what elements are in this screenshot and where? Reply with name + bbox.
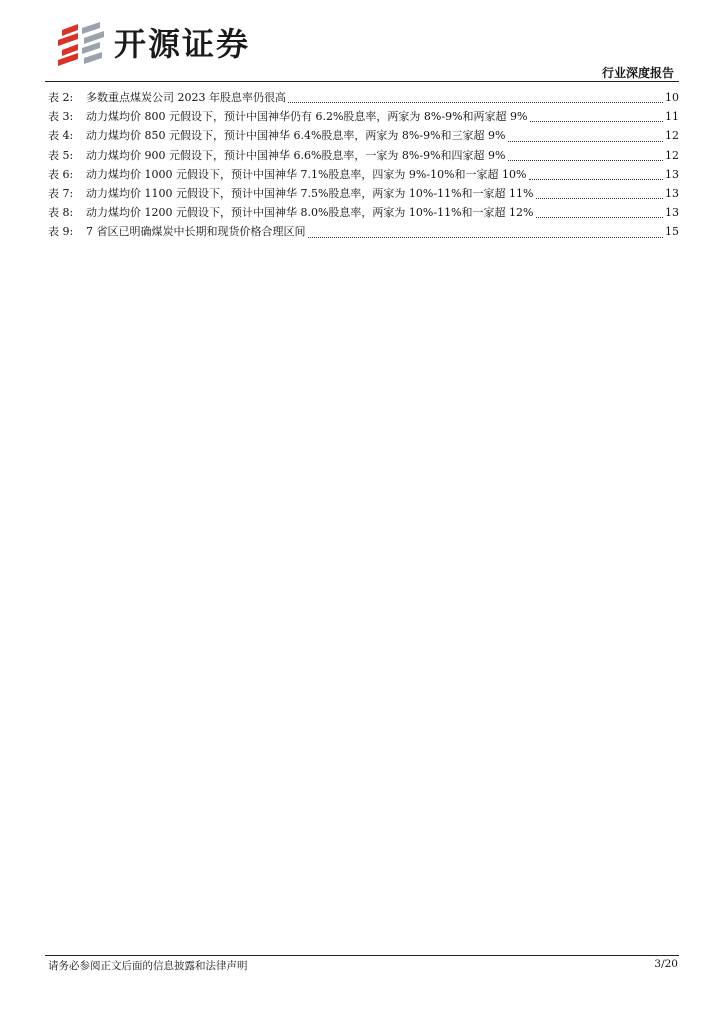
toc-entry-title: 动力煤均价 1100 元假设下，预计中国神华 7.5%股息率，两家为 10%-11%和一家超 11% [86,186,534,200]
toc-leader-dots [529,179,664,180]
toc-leader-dots [308,237,664,238]
toc-entry[interactable] [48,203,679,222]
footer-divider [45,955,679,956]
toc-entry-title: 动力煤均价 800 元假设下，预计中国神华仍有 6.2%股息率，两家为 8%-9%和两家超 9% [86,110,528,124]
header-divider [45,81,679,82]
toc-leader-dots [536,217,664,218]
page-number: 3/20 [654,958,678,970]
toc-entry-label: 表 6: [48,167,74,181]
toc-entry-page: 10 [665,91,679,104]
toc-entry[interactable] [48,126,679,145]
toc-entry-page: 13 [665,167,679,181]
toc-entry-label: 表 5: [48,148,74,162]
toc-entry-title: 动力煤均价 850 元假设下，预计中国神华 6.4%股息率，两家为 8%-9%和三家超 9% [86,129,506,143]
table-of-tables [48,88,679,242]
toc-entry-label: 表 3: [48,110,74,124]
kaiyuan-logo-icon [56,22,106,66]
toc-leader-dots [288,102,663,103]
toc-entry[interactable] [48,184,679,203]
toc-entry-title: 动力煤均价 900 元假设下，预计中国神华 6.6%股息率，一家为 8%-9%和四家超 9% [86,148,506,162]
toc-entry-page: 13 [665,186,679,200]
toc-entry-page: 12 [665,148,679,162]
toc-leader-dots [508,160,664,161]
footer-disclaimer: 请务必参阅正文后面的信息披露和法律声明 [48,960,248,972]
toc-leader-dots [536,198,664,199]
toc-leader-dots [530,121,664,122]
toc-entry[interactable] [48,88,679,107]
toc-entry-page: 13 [665,206,679,220]
toc-entry-title: 动力煤均价 1000 元假设下，预计中国神华 7.1%股息率，四家为 9%-10%和一家超 10% [86,167,527,181]
toc-entry-label: 表 8: [48,206,74,220]
logo-wordmark: 开源证券 [114,25,251,63]
toc-entry-label: 表 4: [48,129,74,143]
toc-entry-page: 12 [665,129,679,143]
toc-entry-title: 7 省区已明确煤炭中长期和现货价格合理区间 [86,225,306,239]
toc-entry-title: 动力煤均价 1200 元假设下，预计中国神华 8.0%股息率，两家为 10%-11%和一家超 12% [86,206,534,220]
toc-entry[interactable] [48,222,679,241]
report-type-label: 行业深度报告 [601,66,674,80]
toc-entry-label: 表 9: [48,225,74,239]
toc-entry-title: 多数重点煤炭公司 2023 年股息率仍很高 [86,91,286,104]
toc-leader-dots [508,141,664,142]
toc-entry-label: 表 7: [48,186,74,200]
company-logo [56,22,250,66]
toc-entry[interactable] [48,107,679,126]
toc-entry[interactable] [48,165,679,184]
toc-entry-page: 15 [665,225,679,239]
toc-entry[interactable] [48,146,679,165]
toc-entry-page: 11 [665,110,679,124]
toc-entry-label: 表 2: [48,91,74,104]
